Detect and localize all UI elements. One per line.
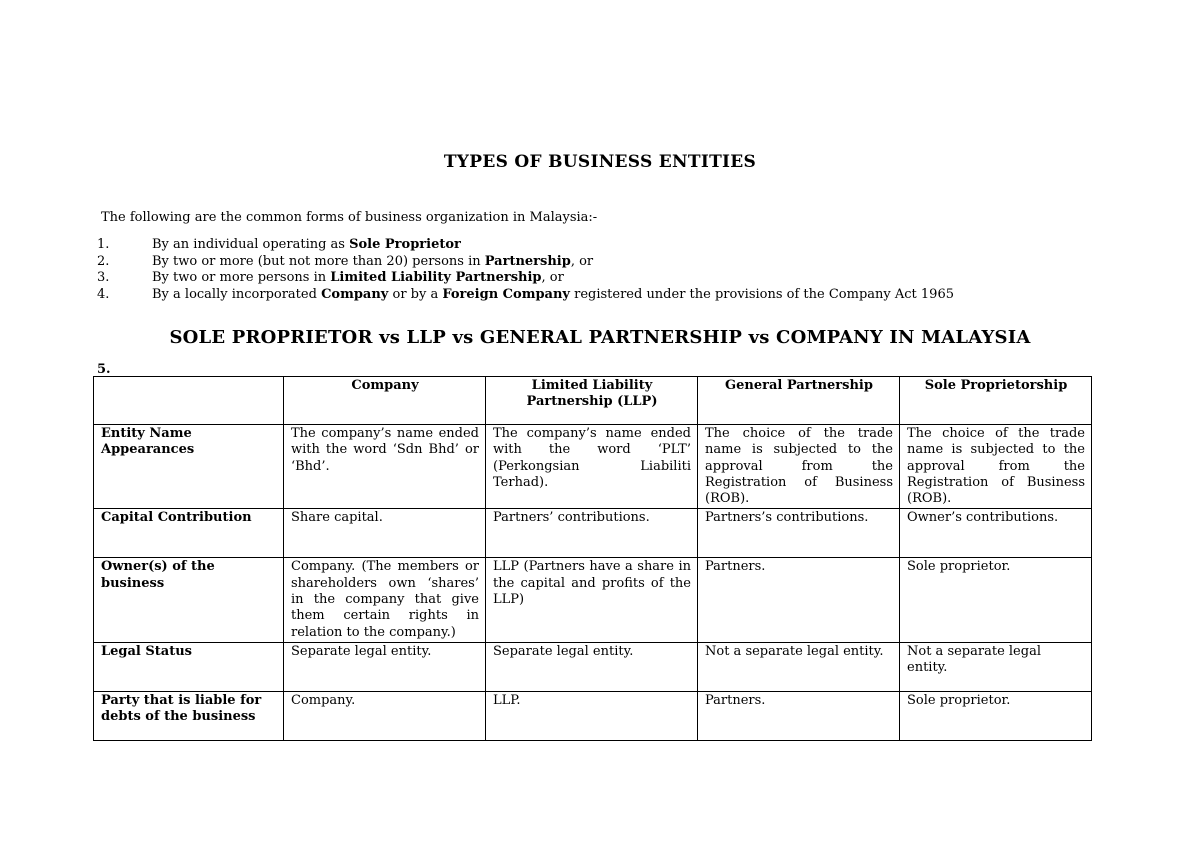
comparison-table xyxy=(93,376,1092,741)
table-cell: Sole proprietor. xyxy=(900,558,1092,642)
table-header-row xyxy=(94,377,1092,425)
comparison-title: SOLE PROPRIETOR vs LLP vs GENERAL PARTNERSHIP vs COMPANY IN MALAYSIA xyxy=(169,327,1031,348)
table-cell: Not a separate legal entity. xyxy=(698,642,900,691)
list-text: By a locally incorporated Company or by a Foreign Company registered under the provisions of the Company Act 1965 xyxy=(152,286,954,302)
table-row xyxy=(94,642,1092,691)
table-cell: The choice of the trade name is subjected to the approval from the Registration of Business (ROB). xyxy=(698,425,900,509)
header-company: Company xyxy=(284,377,486,425)
table-cell: Company. xyxy=(284,691,486,740)
list-number: 1. xyxy=(97,237,110,252)
intro-text: The following are the common forms of business organization in Malaysia:- xyxy=(101,210,598,225)
table-cell: The company’s name ended with the word ‘Sdn Bhd’ or ‘Bhd’. xyxy=(284,425,486,509)
table-cell: Separate legal entity. xyxy=(284,642,486,691)
list-item xyxy=(97,287,954,304)
row-label: Owner(s) of the business xyxy=(94,558,284,642)
header-sole-proprietorship: Sole Proprietorship xyxy=(900,377,1092,425)
table-cell: Partners’ contributions. xyxy=(486,509,698,558)
table-cell: The company’s name ended with the word ‘PLT’ (Perkongsian Liabiliti Terhad). xyxy=(486,425,698,509)
table-cell: LLP. xyxy=(486,691,698,740)
list-text: By two or more (but not more than 20) persons in Partnership, or xyxy=(152,253,594,269)
table-cell: Owner’s contributions. xyxy=(900,509,1092,558)
table-cell: Partners. xyxy=(698,691,900,740)
table-cell: LLP (Partners have a share in the capital and profits of the LLP) xyxy=(486,558,698,642)
table-cell: Partners. xyxy=(698,558,900,642)
entity-list xyxy=(97,237,954,303)
list-item xyxy=(97,237,954,254)
header-general-partnership: General Partnership xyxy=(698,377,900,425)
list-item xyxy=(97,270,954,287)
list-number: 2. xyxy=(97,253,110,269)
table-cell: Not a separate legal entity. xyxy=(900,642,1092,691)
list-item xyxy=(97,254,954,271)
table-cell: Sole proprietor. xyxy=(900,691,1092,740)
table-cell: Partners’s contributions. xyxy=(698,509,900,558)
row-label: Legal Status xyxy=(94,642,284,691)
item-number-5: 5. xyxy=(97,362,111,377)
row-label: Capital Contribution xyxy=(94,509,284,558)
table-cell: Company. (The members or shareholders own ‘shares’ in the company that give them certain rights in relation to the company.) xyxy=(284,558,486,642)
row-label: Entity Name Appearances xyxy=(94,425,284,509)
table-cell: Separate legal entity. xyxy=(486,642,698,691)
list-number: 4. xyxy=(97,286,110,302)
page-title: TYPES OF BUSINESS ENTITIES xyxy=(443,152,757,172)
table-row xyxy=(94,691,1092,740)
header-llp: Limited Liability Partnership (LLP) xyxy=(486,377,698,425)
table-row xyxy=(94,425,1092,509)
table-cell: Share capital. xyxy=(284,509,486,558)
table-cell: The choice of the trade name is subjected to the approval from the Registration of Business (ROB). xyxy=(900,425,1092,509)
list-text: By two or more persons in Limited Liability Partnership, or xyxy=(152,270,564,285)
list-text: By an individual operating as Sole Proprietor xyxy=(152,237,461,252)
row-label: Party that is liable for debts of the business xyxy=(94,691,284,740)
list-number: 3. xyxy=(97,270,110,285)
table-row xyxy=(94,509,1092,558)
table-row xyxy=(94,558,1092,642)
header-cell-blank xyxy=(94,377,284,425)
